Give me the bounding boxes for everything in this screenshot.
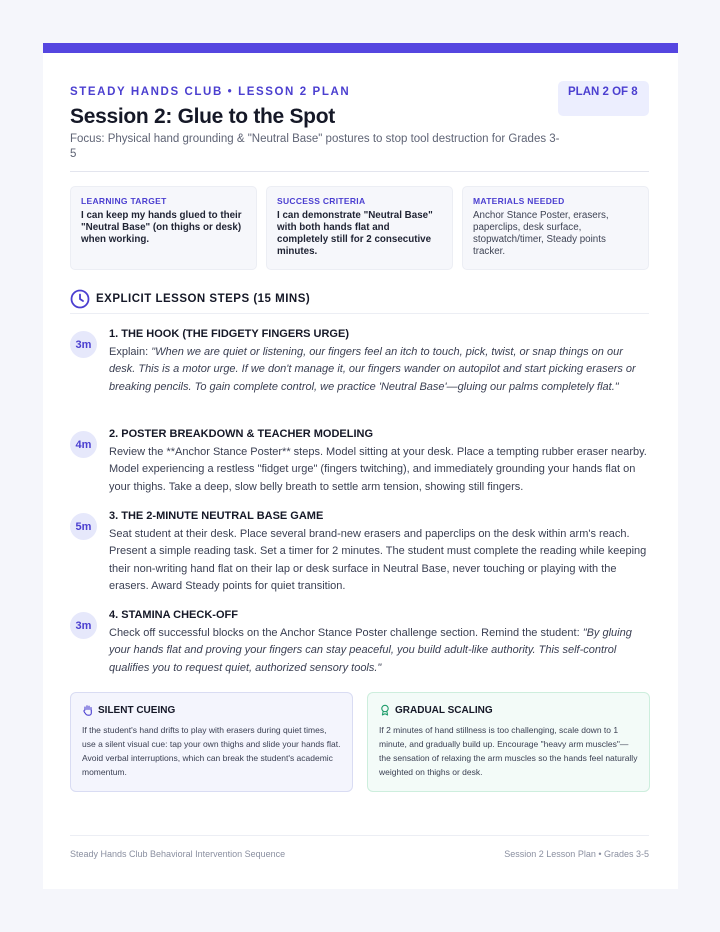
tip-title: SILENT CUEING: [98, 704, 176, 716]
step-heading: 2. POSTER BREAKDOWN & TEACHER MODELING: [109, 428, 374, 440]
step-text: Seat student at their desk. Place several brand-new erasers and paperclips on the desk within arm's reach. Present a simple reading task. Set a timer for 2 minutes. The student must complete the reading while keeping their non-writing hand flat on their lap or desk surface in Neutral Base, never touching or playing with the erasers. Award Steady points for quiet transition.: [109, 528, 647, 592]
step-heading: 3. THE 2-MINUTE NEUTRAL BASE GAME: [109, 510, 324, 522]
footer-divider: [70, 835, 649, 836]
focus-text: Focus: Physical hand grounding & "Neutral Base" postures to stop tool destruction for Grades 3-5: [70, 133, 560, 160]
plan-badge: PLAN 2 OF 8: [558, 81, 649, 116]
clock-icon: [70, 289, 90, 309]
header-divider: [70, 171, 649, 172]
eyebrow-label: STEADY HANDS CLUB • LESSON 2 PLAN: [70, 86, 351, 98]
step-heading: 4. STAMINA CHECK-OFF: [109, 609, 238, 621]
tip-text: If the student's hand drifts to play with erasers during quiet times, use a silent visual cue: tap your own thighs and slide your hands flat. Avoid verbal interruptions, which can break the student's academic momentum.: [82, 725, 341, 777]
section-title: EXPLICIT LESSON STEPS (15 MINS): [96, 293, 311, 305]
success-criteria-card: [266, 186, 453, 270]
card-label: LEARNING TARGET: [81, 196, 167, 206]
footer-left: Steady Hands Club Behavioral Intervention Sequence: [70, 849, 286, 859]
step-heading: 1. THE HOOK (THE FIDGETY FINGERS URGE): [109, 328, 349, 340]
step-time-badge: 5m: [70, 513, 97, 540]
card-text: Anchor Stance Poster, erasers, paperclips, desk surface, stopwatch/timer, Steady points tracker.: [473, 210, 609, 257]
lesson-plan-page: [43, 43, 678, 889]
section-divider: [70, 313, 649, 314]
card-text: I can keep my hands glued to their "Neutral Base" (on thighs or desk) when working.: [81, 210, 242, 245]
page-title: Session 2: Glue to the Spot: [70, 105, 335, 128]
gradual-scaling-tip: [367, 692, 650, 792]
card-label: SUCCESS CRITERIA: [277, 196, 366, 206]
tip-title: GRADUAL SCALING: [395, 704, 493, 716]
step-time-badge: 3m: [70, 612, 97, 639]
materials-card: [462, 186, 649, 270]
lesson-steps-heading: [70, 289, 310, 309]
card-label: MATERIALS NEEDED: [473, 196, 565, 206]
card-text: I can demonstrate "Neutral Base" with both hands flat and completely still for 2 consecutive minutes.: [277, 210, 433, 257]
accent-top-bar: [43, 43, 678, 53]
step-text: Check off successful blocks on the Anchor Stance Poster challenge section. Remind the student: "By gluing your hands flat and proving your fingers can stay peaceful, you build adult-like authority. This self-control qualifies you to request quiet, authorized sensory tools.": [109, 627, 632, 674]
silent-cueing-tip: [70, 692, 353, 792]
award-ribbon-icon: [379, 704, 391, 716]
footer-right: Session 2 Lesson Plan • Grades 3-5: [504, 849, 649, 859]
tip-text: If 2 minutes of hand stillness is too challenging, scale down to 1 minute, and gradually build up. Encourage "heavy arm muscles"—the sensation of relaxing the arm muscles so the hands feel naturally weighted on thighs or desk.: [379, 725, 638, 777]
learning-target-card: [70, 186, 257, 270]
step-text: Explain: "When we are quiet or listening, our fingers feel an itch to touch, pick, twist, or snap things on our desk. This is a motor urge. If we don't manage it, our fingers wander on autopilot and start picking erasers or breaking pencils. To gain complete control, we practice 'Neutral Base'—gluing our palms completely flat.": [109, 346, 636, 393]
step-text: Review the **Anchor Stance Poster** steps. Model sitting at your desk. Place a tempting rubber eraser nearby. Model experiencing a restless "fidget urge" (fingers twitching), and immediately grounding your hands flat on your thighs. Take a deep, slow belly breath to settle arm tension, showing still fingers.: [109, 446, 647, 493]
step-time-badge: 3m: [70, 331, 97, 358]
hand-icon: [82, 704, 94, 716]
step-time-badge: 4m: [70, 431, 97, 458]
